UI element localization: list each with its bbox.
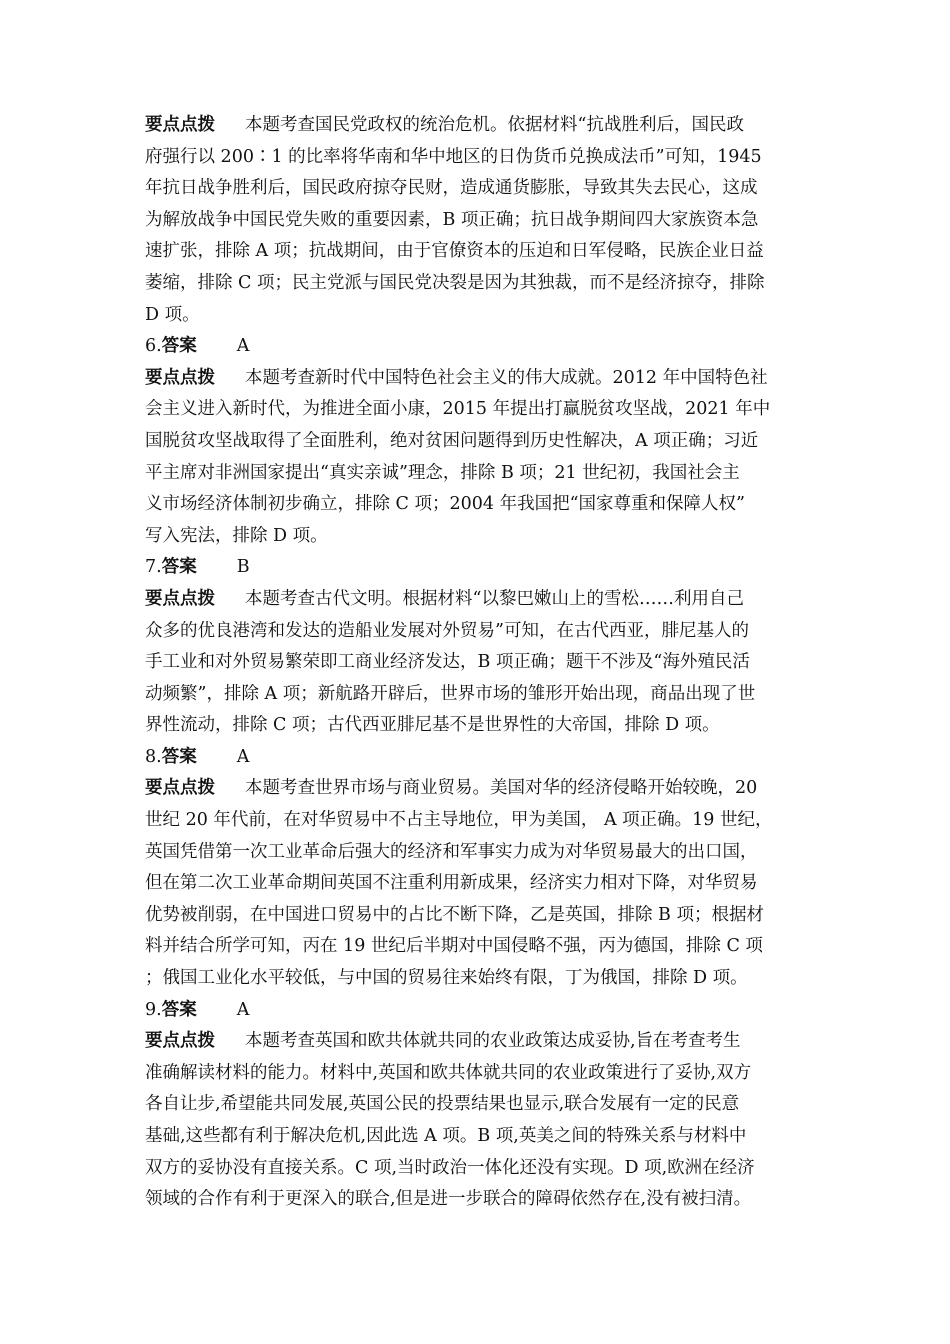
explanation-line: 要点点拨 本题考查新时代中国特色社会主义的伟大成就。2012 年中国特色社	[145, 367, 768, 388]
explanation-line: 府强行以 200∶1 的比率将华南和华中地区的日伪货币兑换成法币”可知，1945	[145, 146, 762, 167]
explanation-line: 平主席对非洲国家提出“真实亲诚”理念，排除 B 项；21 世纪初，我国社会主	[145, 462, 740, 483]
explanation-block	[145, 584, 825, 742]
explanation-line: 领域的合作有利于更深入的联合,但是进一步联合的障碍依然存在,没有被扫清。	[145, 1189, 752, 1210]
explanation-line: 动频繁”，排除 A 项；新航路开辟后，世界市场的雏形开始出现，商品出现了世	[145, 683, 756, 704]
question-number: 8.	[145, 746, 162, 767]
explanation-line: 界性流动，排除 C 项；古代西亚腓尼基不是世界性的大帝国，排除 D 项。	[145, 715, 720, 736]
explanation-line: 要点点拨 本题考查英国和欧共体就共同的农业政策达成妥协,旨在考查考生	[145, 1031, 741, 1052]
explanation-line: 各自让步,希望能共同发展,英国公民的投票结果也显示,联合发展有一定的民意	[145, 1094, 740, 1115]
question-number: 7.	[145, 557, 162, 578]
explanation-line: 萎缩，排除 C 项；民主党派与国民党决裂是因为其独裁，而不是经济掠夺，排除	[145, 272, 765, 293]
key-point-label: 要点点拨	[145, 588, 215, 609]
key-point-label: 要点点拨	[145, 778, 215, 799]
explanation-line: 写入宪法，排除 D 项。	[145, 525, 328, 546]
question-number: 9.	[145, 999, 162, 1020]
explanation-line: 要点点拨 本题考查世界市场与商业贸易。美国对华的经济侵略开始较晚，20	[145, 778, 758, 799]
explanation-line: 众多的优良港湾和发达的造船业发展对外贸易”可知，在古代西亚，腓尼基人的	[145, 620, 749, 641]
explanation-line: 年抗日战争胜利后，国民政府掠夺民财，造成通货膨胀，导致其失去民心，这成	[145, 178, 758, 199]
answer-value: A	[236, 336, 250, 357]
explanation-line: 料并结合所学可知，丙在 19 世纪后半期对中国侵略不强，丙为德国，排除 C 项	[145, 936, 763, 957]
answer-label: 答案	[161, 746, 197, 767]
answer-label: 答案	[161, 336, 197, 357]
answer-line	[145, 995, 825, 1027]
answer-label: 答案	[161, 557, 197, 578]
answer-document	[145, 110, 825, 1216]
answer-value: B	[236, 557, 250, 578]
explanation-line: D 项。	[145, 304, 200, 325]
explanation-line: 为解放战争中国民党失败的重要因素，B 项正确；抗日战争期间四大家族资本急	[145, 209, 759, 230]
explanation-line: 英国凭借第一次工业革命后强大的经济和军事实力成为对华贸易最大的出口国，	[145, 841, 758, 862]
answer-value: A	[236, 999, 250, 1020]
explanation-line: ；俄国工业化水平较低，与中国的贸易往来始终有限，丁为俄国，排除 D 项。	[145, 968, 748, 989]
explanation-block	[145, 363, 825, 553]
key-point-label: 要点点拨	[145, 115, 215, 135]
explanation-line: 会主义进入新时代，为推进全面小康，2015 年提出打赢脱贫攻坚战，2021 年中	[145, 399, 771, 420]
explanation-line: 手工业和对外贸易繁荣即工商业经济发达，B 项正确；题干不涉及“海外殖民活	[145, 652, 750, 673]
explanation-line: 要点点拨 本题考查古代文明。根据材料“以黎巴嫩山上的雪松……利用自己	[145, 588, 744, 609]
explanation-block	[145, 110, 825, 331]
explanation-line: 义市场经济体制初步确立，排除 C 项；2004 年我国把“国家尊重和保障人权”	[145, 494, 746, 515]
answer-line	[145, 331, 825, 363]
explanation-line: 但在第二次工业革命期间英国不注重利用新成果，经济实力相对下降，对华贸易	[145, 873, 758, 894]
key-point-label: 要点点拨	[145, 367, 215, 388]
explanation-line: 速扩张，排除 A 项；抗战期间，由于官僚资本的压迫和日军侵略，民族企业日益	[145, 241, 764, 262]
explanation-line: 准确解读材料的能力。材料中,英国和欧共体就共同的农业政策进行了妥协,双方	[145, 1062, 752, 1083]
key-point-label: 要点点拨	[145, 1031, 215, 1052]
answer-line	[145, 742, 825, 774]
answer-label: 答案	[161, 999, 197, 1020]
explanation-line: 国脱贫攻坚战取得了全面胜利，绝对贫困问题得到历史性解决，A 项正确；习近	[145, 430, 759, 451]
explanation-line: 优势被削弱，在中国进口贸易中的占比不断下降，乙是英国，排除 B 项；根据材	[145, 904, 764, 925]
explanation-block	[145, 773, 825, 994]
explanation-line: 双方的妥协没有直接关系。C 项,当时政治一体化还没有实现。D 项,欧洲在经济	[145, 1157, 755, 1178]
explanation-block	[145, 1026, 825, 1216]
explanation-line: 世纪 20 年代前，在对华贸易中不占主导地位，甲为美国， A 项正确。19 世纪，	[145, 810, 773, 831]
explanation-line: 要点点拨 本题考查国民党政权的统治危机。依据材料“抗战胜利后，国民政	[145, 115, 744, 135]
answer-value: A	[236, 746, 250, 767]
answer-line	[145, 552, 825, 584]
question-number: 6.	[145, 336, 162, 357]
explanation-line: 基础,这些都有利于解决危机,因此选 A 项。B 项,英美之间的特殊关系与材料中	[145, 1126, 747, 1146]
